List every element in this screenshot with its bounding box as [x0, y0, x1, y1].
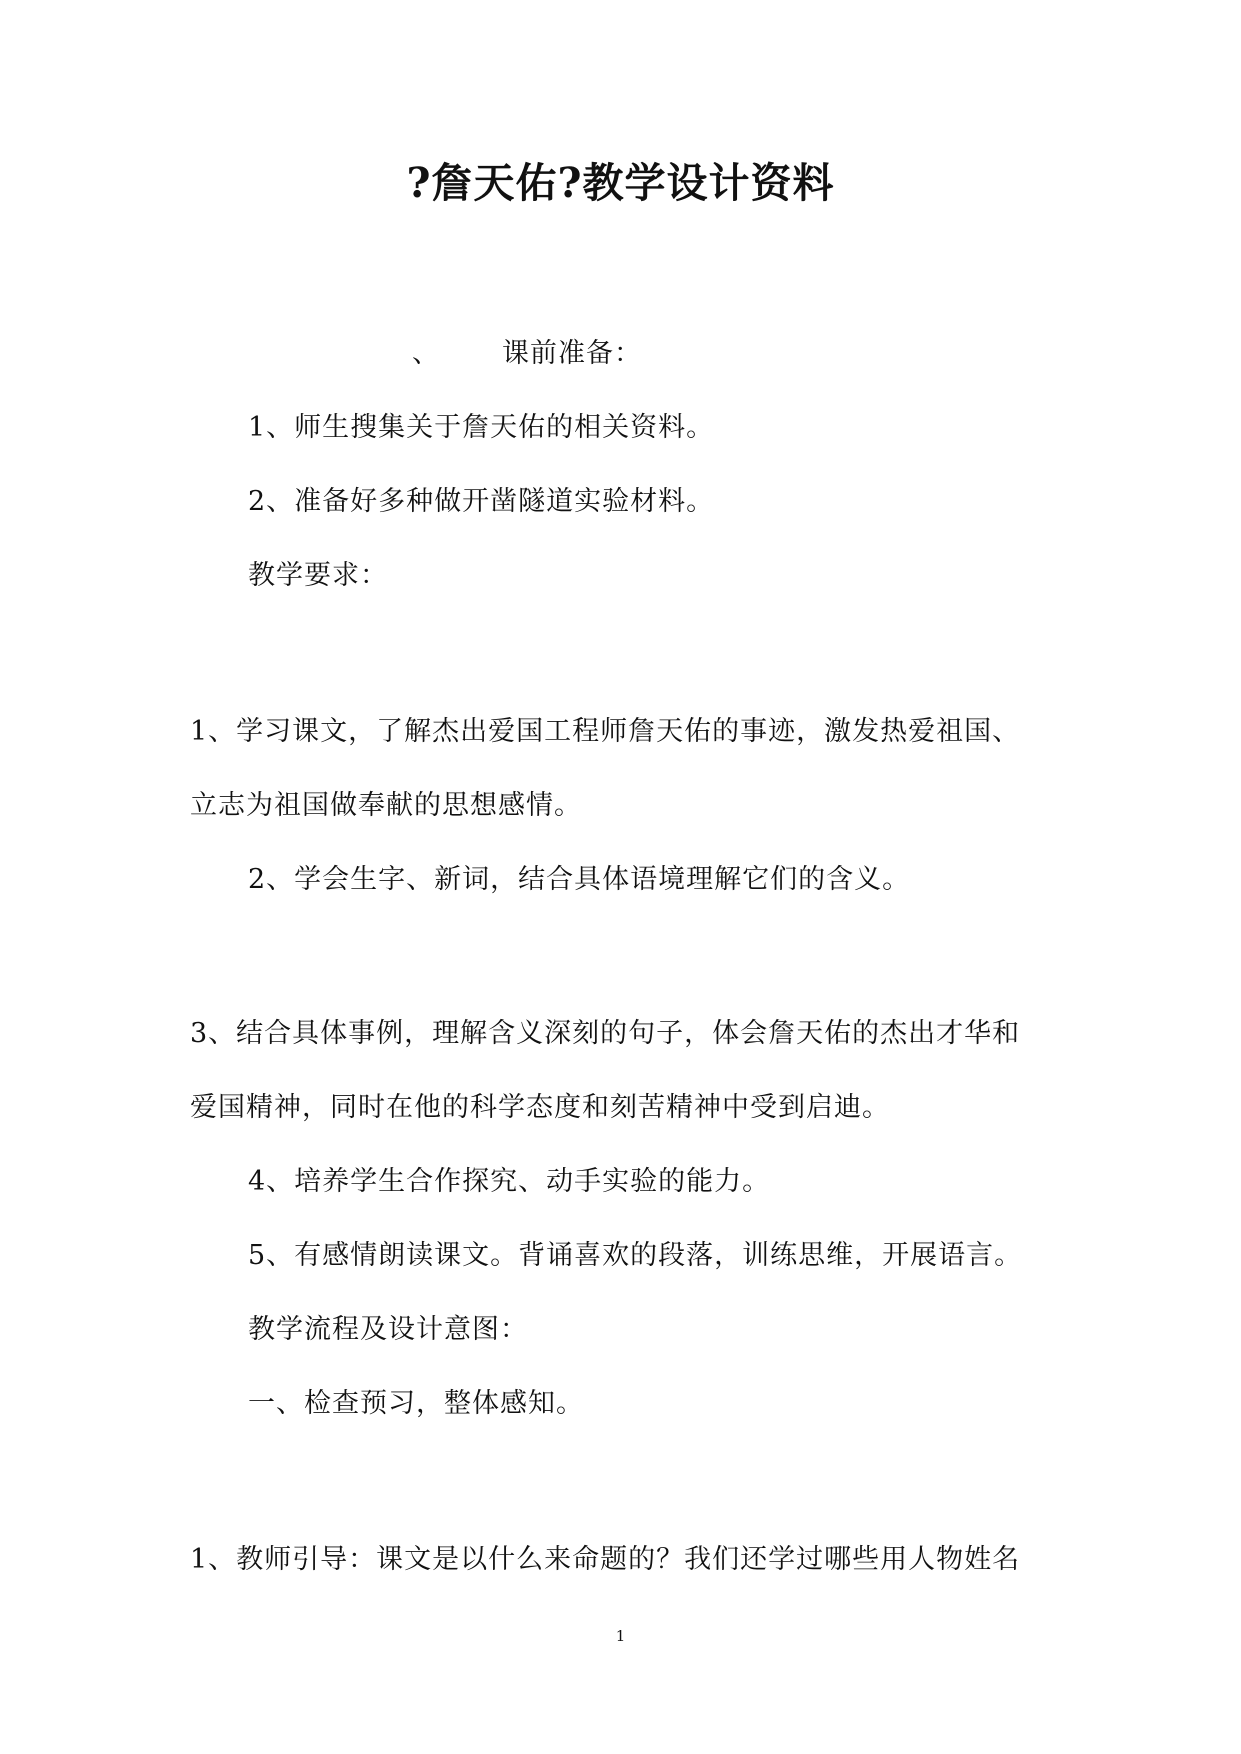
page-number: 1 [615, 1627, 626, 1645]
paragraph-line: 4、培养学生合作探究、动手实验的能力。 [248, 1166, 771, 1197]
section-marker: 、 [412, 338, 439, 369]
paragraph-line: 1、学习课文，了解杰出爱国工程师詹天佑的事迹，激发热爱祖国、 [190, 716, 1021, 747]
paragraph-line: 立志为祖国做奉献的思想感情。 [190, 790, 582, 821]
section-heading: 课前准备： [502, 338, 642, 369]
paragraph-line: 1、师生搜集关于詹天佑的相关资料。 [248, 412, 715, 443]
subheading: 教学要求： [248, 560, 388, 591]
paragraph-line: 5、有感情朗读课文。背诵喜欢的段落，训练思维，开展语言。 [248, 1240, 1023, 1271]
document-title: ?詹天佑?教学设计资料 [406, 159, 835, 207]
paragraph-line: 1、教师引导：课文是以什么来命题的？我们还学过哪些用人物姓名 [190, 1544, 1021, 1575]
paragraph-line: 2、学会生字、新词，结合具体语境理解它们的含义。 [248, 864, 911, 895]
paragraph-line: 爱国精神，同时在他的科学态度和刻苦精神中受到启迪。 [190, 1092, 890, 1123]
paragraph-line: 一、检查预习，整体感知。 [248, 1388, 584, 1419]
paragraph-line: 2、准备好多种做开凿隧道实验材料。 [248, 486, 715, 517]
subheading: 教学流程及设计意图： [248, 1314, 528, 1345]
paragraph-line: 3、结合具体事例，理解含义深刻的句子，体会詹天佑的杰出才华和 [190, 1018, 1021, 1049]
